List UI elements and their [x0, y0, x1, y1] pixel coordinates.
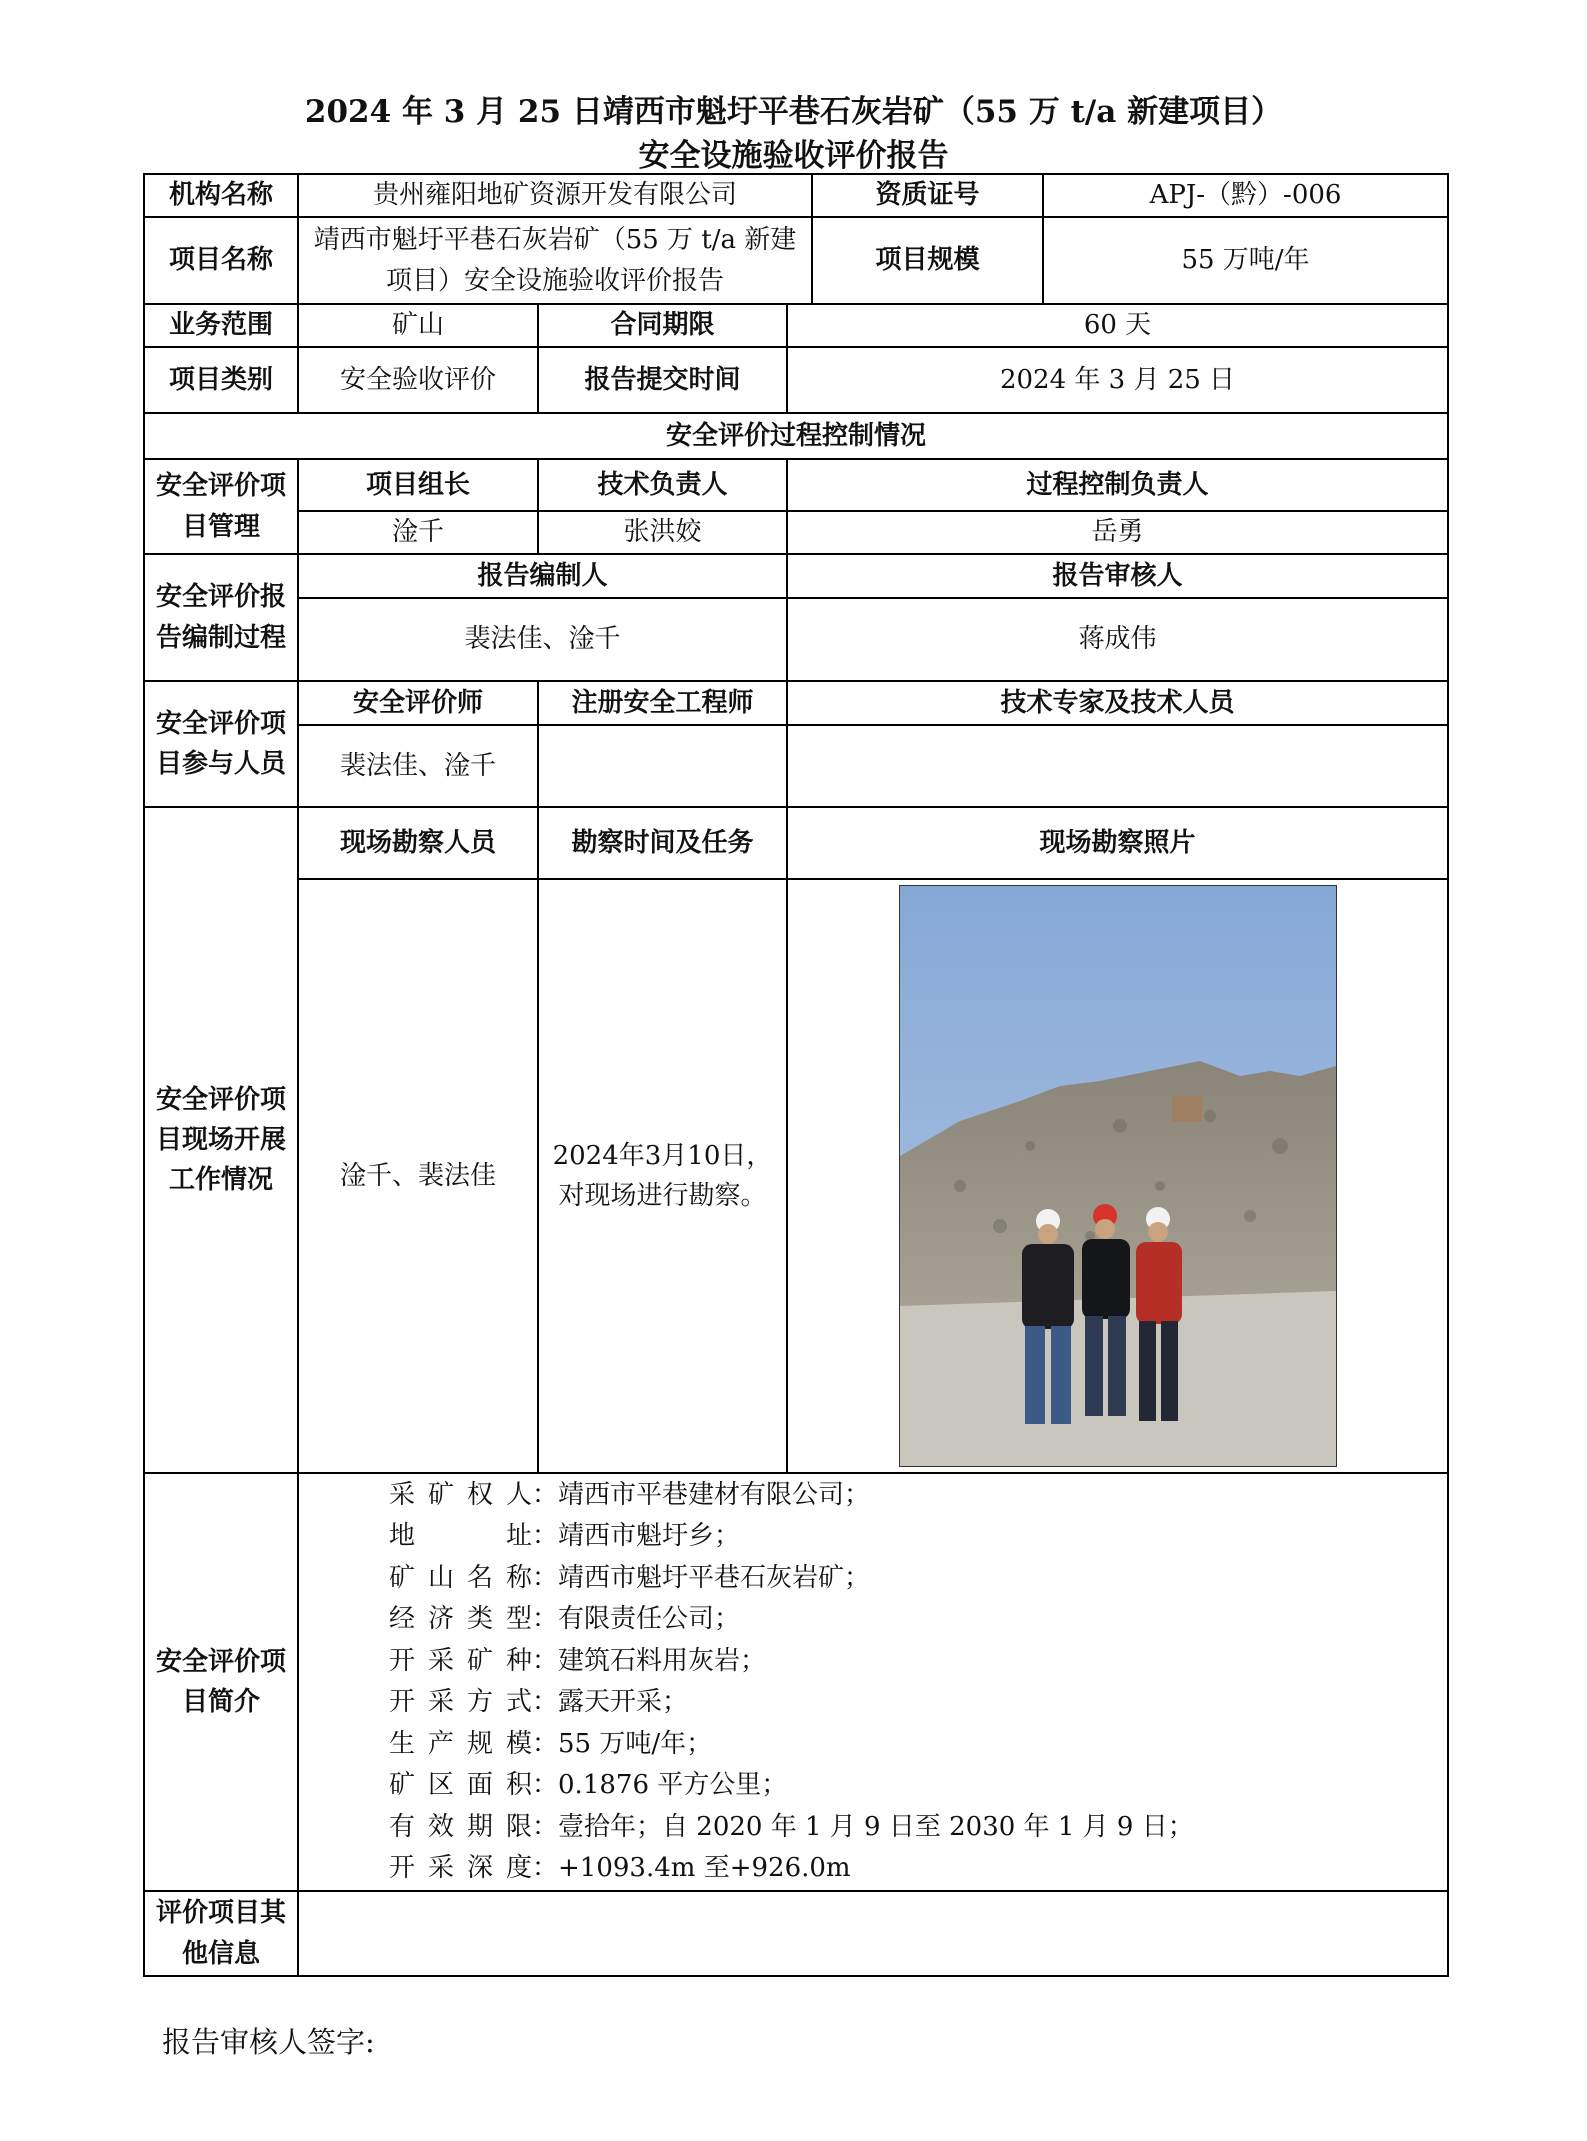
document-title-line2: 安全设施验收评价报告 [638, 138, 949, 174]
tech-value: 张洪姣 [538, 511, 787, 554]
intro-item: 矿山名称：靖西市魁圩平巷石灰岩矿； [389, 1562, 871, 1593]
cert-value: APJ-（黔）-006 [1043, 174, 1448, 217]
intro-label: 安全评价项目简介 [144, 1473, 298, 1891]
expert-value [787, 725, 1448, 807]
author-header: 报告编制人 [298, 554, 787, 598]
evaluators-value: 裴法佳、淦千 [298, 725, 538, 807]
time-task-value: 2024年3月10日，对现场进行勘察。 [538, 879, 787, 1473]
scope-value: 矿山 [298, 304, 538, 347]
expert-header: 技术专家及技术人员 [787, 681, 1448, 725]
cert-label: 资质证号 [812, 174, 1043, 217]
org-label: 机构名称 [144, 174, 298, 217]
site-survey-photo [899, 885, 1337, 1467]
site-work-label: 安全评价项目现场开展工作情况 [144, 807, 298, 1473]
leader-value: 淦千 [298, 511, 538, 554]
authors-value: 裴法佳、淦千 [298, 598, 787, 681]
report-process-label: 安全评价报告编制过程 [144, 554, 298, 681]
contract-label: 合同期限 [538, 304, 787, 347]
staff-header: 现场勘察人员 [298, 807, 538, 879]
reviewer-value: 蒋成伟 [787, 598, 1448, 681]
project-value: 靖西市魁圩平巷石灰岩矿（55 万 t/a 新建项目）安全设施验收评价报告 [298, 217, 812, 304]
org-value: 贵州雍阳地矿资源开发有限公司 [298, 174, 812, 217]
intro-item: 生产规模：55 万吨/年； [389, 1728, 713, 1759]
intro-item: 开采方式：露天开采； [389, 1687, 689, 1717]
tech-header: 技术负责人 [538, 459, 787, 511]
intro-item: 经济类型：有限责任公司； [389, 1604, 741, 1634]
intro-list [298, 1473, 1448, 1891]
evaluation-form-table [143, 173, 1449, 1977]
intro-item: 地址：靖西市魁圩乡； [389, 1521, 741, 1551]
time-header: 勘察时间及任务 [538, 807, 787, 879]
intro-item: 采矿权人：靖西市平巷建材有限公司； [389, 1479, 871, 1510]
document-title-line1: 2024 年 3 月 25 日靖西市魁圩平巷石灰岩矿（55 万 t/a 新建项目） [304, 94, 1283, 130]
intro-item: 开采深度：+1093.4m 至+926.0m [389, 1853, 851, 1883]
category-label: 项目类别 [144, 347, 298, 413]
ctrl-header: 过程控制负责人 [787, 459, 1448, 511]
mgmt-label: 安全评价项目管理 [144, 459, 298, 554]
intro-item: 开采矿种：建筑石料用灰岩； [389, 1645, 767, 1676]
evaluator-header: 安全评价师 [298, 681, 538, 725]
scope-label: 业务范围 [144, 304, 298, 347]
engineer-header: 注册安全工程师 [538, 681, 787, 725]
engineer-value [538, 725, 787, 807]
staff-value: 淦千、裴法佳 [298, 879, 538, 1473]
other-info-value [298, 1891, 1448, 1976]
intro-item: 有效期限：壹拾年；自 2020 年 1 月 9 日至 2030 年 1 月 9 日； [389, 1811, 1194, 1842]
ctrl-value: 岳勇 [787, 511, 1448, 554]
photo-cell [787, 879, 1448, 1473]
project-label: 项目名称 [144, 217, 298, 304]
reviewer-header: 报告审核人 [787, 554, 1448, 598]
submit-value: 2024 年 3 月 25 日 [787, 347, 1448, 413]
members-label: 安全评价项目参与人员 [144, 681, 298, 807]
reviewer-signature-label: 报告审核人签字: [162, 2025, 375, 2059]
category-value: 安全验收评价 [298, 347, 538, 413]
other-info-label: 评价项目其他信息 [144, 1891, 298, 1976]
intro-item: 矿区面积：0.1876 平方公里； [389, 1770, 788, 1800]
scale-value: 55 万吨/年 [1043, 217, 1448, 304]
process-section-title: 安全评价过程控制情况 [144, 413, 1448, 459]
submit-label: 报告提交时间 [538, 347, 787, 413]
scale-label: 项目规模 [812, 217, 1043, 304]
leader-header: 项目组长 [298, 459, 538, 511]
photo-header: 现场勘察照片 [787, 807, 1448, 879]
contract-value: 60 天 [787, 304, 1448, 347]
